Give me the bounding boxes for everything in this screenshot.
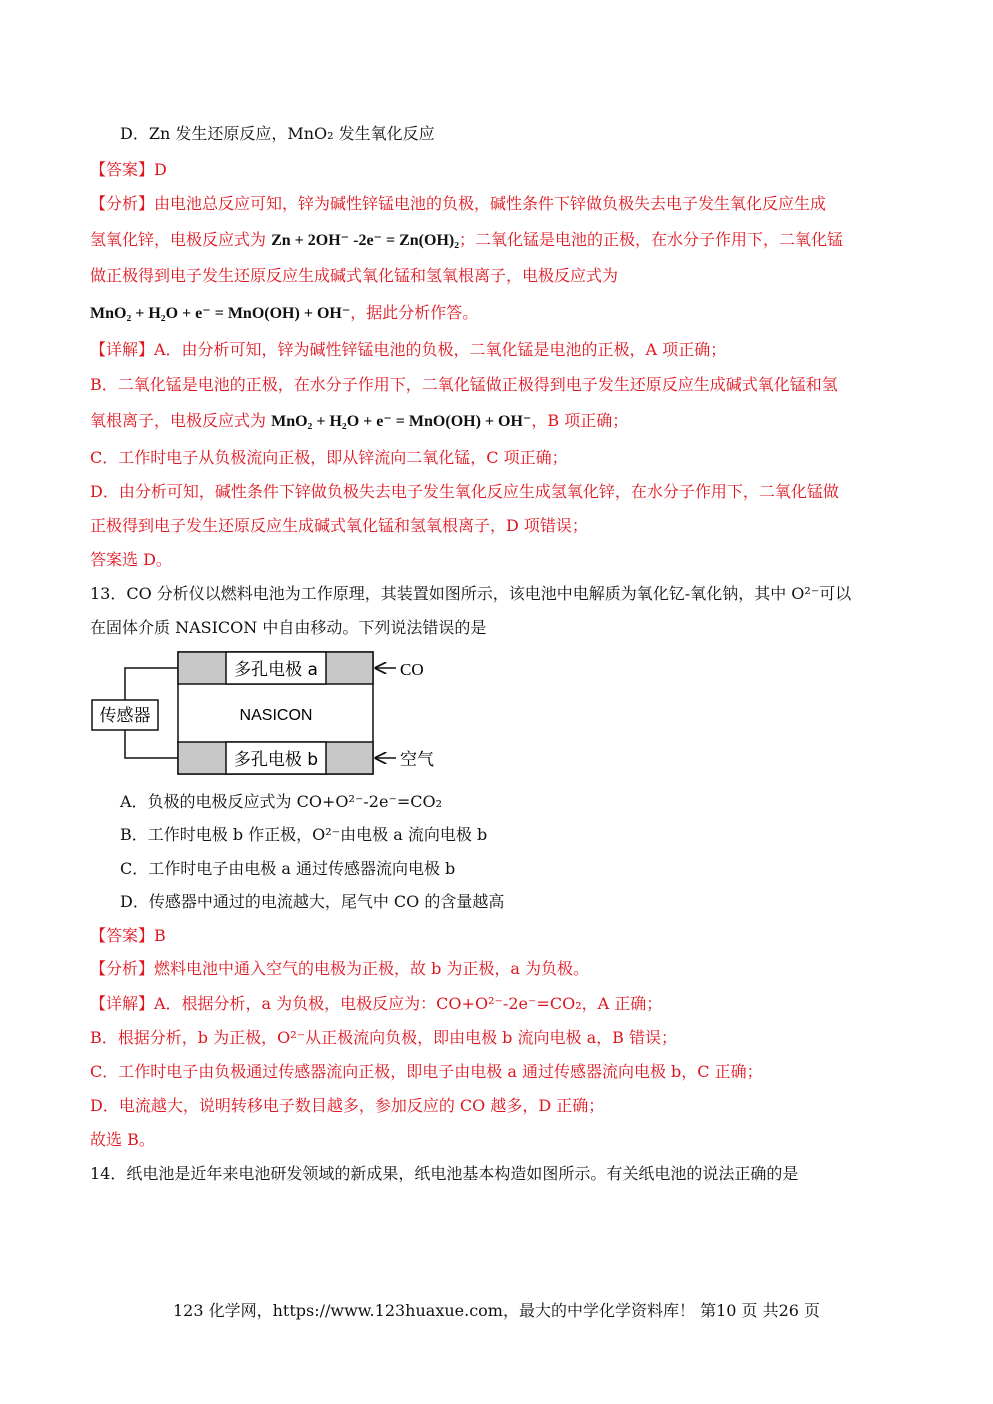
electrode-b-label: 多孔电极 b (233, 750, 319, 770)
detail-13-line3: C．工作时电子由负极通过传感器流向正极，即电子由电极 a 通过传感器流向电极 b，C 正确； (90, 1062, 763, 1081)
question-14: 14．纸电池是近年来电池研发领域的新成果，纸电池基本构造如图所示。有关纸电池的说法正确的是 (90, 1164, 799, 1183)
detail-13-line2: B．根据分析，b 为正极，O²⁻从正极流向负极，即由电极 b 流向电极 a，B 错误； (90, 1028, 677, 1047)
mno2-half-reaction-2: MnO₂ + H₂O + e⁻ = MnO(OH) + OH⁻ (271, 413, 532, 430)
co-label: CO (400, 660, 424, 679)
analysis-12-line2 (90, 229, 843, 252)
q12-option-d: D．Zn 发生还原反应，MnO₂ 发生氧化反应 (120, 124, 435, 143)
detail-13-line5: 故选 B。 (90, 1130, 155, 1149)
q13-option-a: A．负极的电极反应式为 CO+O²⁻-2e⁻=CO₂ (120, 792, 443, 811)
detail-12-line3-text: 氧根离子，电极反应式为 (90, 411, 272, 430)
q13-option-c: C．工作时电子由电极 a 通过传感器流向电极 b (120, 859, 456, 878)
answer-13: 【答案】B (90, 926, 166, 945)
detail-12-line3 (90, 410, 628, 433)
sensor-label: 传感器 (99, 706, 151, 726)
fuel-cell-diagram (90, 650, 490, 782)
detail-12-line4: C．工作时电子从负极流向正极，即从锌流向二氧化锰，C 项正确； (90, 448, 568, 467)
fuel-cell-svg (90, 650, 490, 782)
wire-top (125, 668, 178, 700)
q13-option-b: B．工作时电极 b 作正极，O²⁻由电极 a 流向电极 b (120, 825, 488, 844)
analysis-12-line2-text: 氢氧化锌，电极反应式为 (90, 230, 272, 249)
wire-bottom (125, 730, 178, 758)
analysis-12-line2-rest: ；二氧化锰是电池的正极，在水分子作用下，二氧化锰 (459, 230, 844, 249)
detail-12-line7: 答案选 D。 (90, 550, 172, 569)
detail-12-line1: 【详解】A．由分析可知，锌为碱性锌锰电池的负极，二氧化锰是电池的正极，A 项正确； (90, 340, 727, 359)
nasicon-label: NASICON (239, 707, 313, 724)
analysis-12-line4 (90, 302, 478, 325)
detail-12-line2: B．二氧化锰是电池的正极，在水分子作用下，二氧化锰做正极得到电子发生还原反应生成碱式氧化锰和氢 (90, 375, 838, 394)
analysis-12-line3: 做正极得到电子发生还原反应生成碱式氧化锰和氢氧根离子，电极反应式为 (90, 266, 619, 285)
detail-13-line4: D．电流越大，说明转移电子数目越多，参加反应的 CO 越多，D 正确； (90, 1096, 605, 1115)
page-footer: 123 化学网，https://www.123huaxue.com，最大的中学化学资料库！ 第10 页 共26 页 (172, 1301, 821, 1320)
analysis-12-line1: 【分析】由电池总反应可知，锌为碱性锌锰电池的负极，碱性条件下锌做负极失去电子发生氧化反应生成 (90, 194, 827, 213)
detail-12-line6: 正极得到电子发生还原反应生成碱式氧化锰和氢氧根离子，D 项错误； (90, 516, 588, 535)
mno2-half-reaction: MnO₂ + H₂O + e⁻ = MnO(OH) + OH⁻ (90, 305, 351, 322)
electrode-a-label: 多孔电极 a (234, 660, 318, 680)
q13-option-d: D．传感器中通过的电流越大，尾气中 CO 的含量越高 (120, 892, 505, 911)
analysis-13: 【分析】燃料电池中通入空气的电极为正极，故 b 为正极，a 为负极。 (90, 959, 590, 978)
answer-12: 【答案】D (90, 160, 167, 179)
detail-12-line3-rest: ，B 项正确； (531, 411, 629, 430)
question-13-line1: 13．CO 分析仪以燃料电池为工作原理，其装置如图所示，该电池中电解质为氧化钇-氧化钠，其中 O²⁻可以 (90, 584, 852, 603)
analysis-12-line4-rest: ，据此分析作答。 (350, 303, 479, 322)
detail-12-line5: D．由分析可知，碱性条件下锌做负极失去电子发生氧化反应生成氢氧化锌，在水分子作用下，二氧化锰做 (90, 482, 839, 501)
detail-13-line1: 【详解】A．根据分析，a 为负极，电极反应为：CO+O²⁻-2e⁻=CO₂，A 正确； (90, 994, 663, 1013)
zn-half-reaction: Zn + 2OH⁻ -2e⁻ = Zn(OH)₂ (271, 232, 460, 249)
air-label: 空气 (400, 750, 434, 770)
question-13-line2: 在固体介质 NASICON 中自由移动。下列说法错误的是 (90, 618, 487, 637)
